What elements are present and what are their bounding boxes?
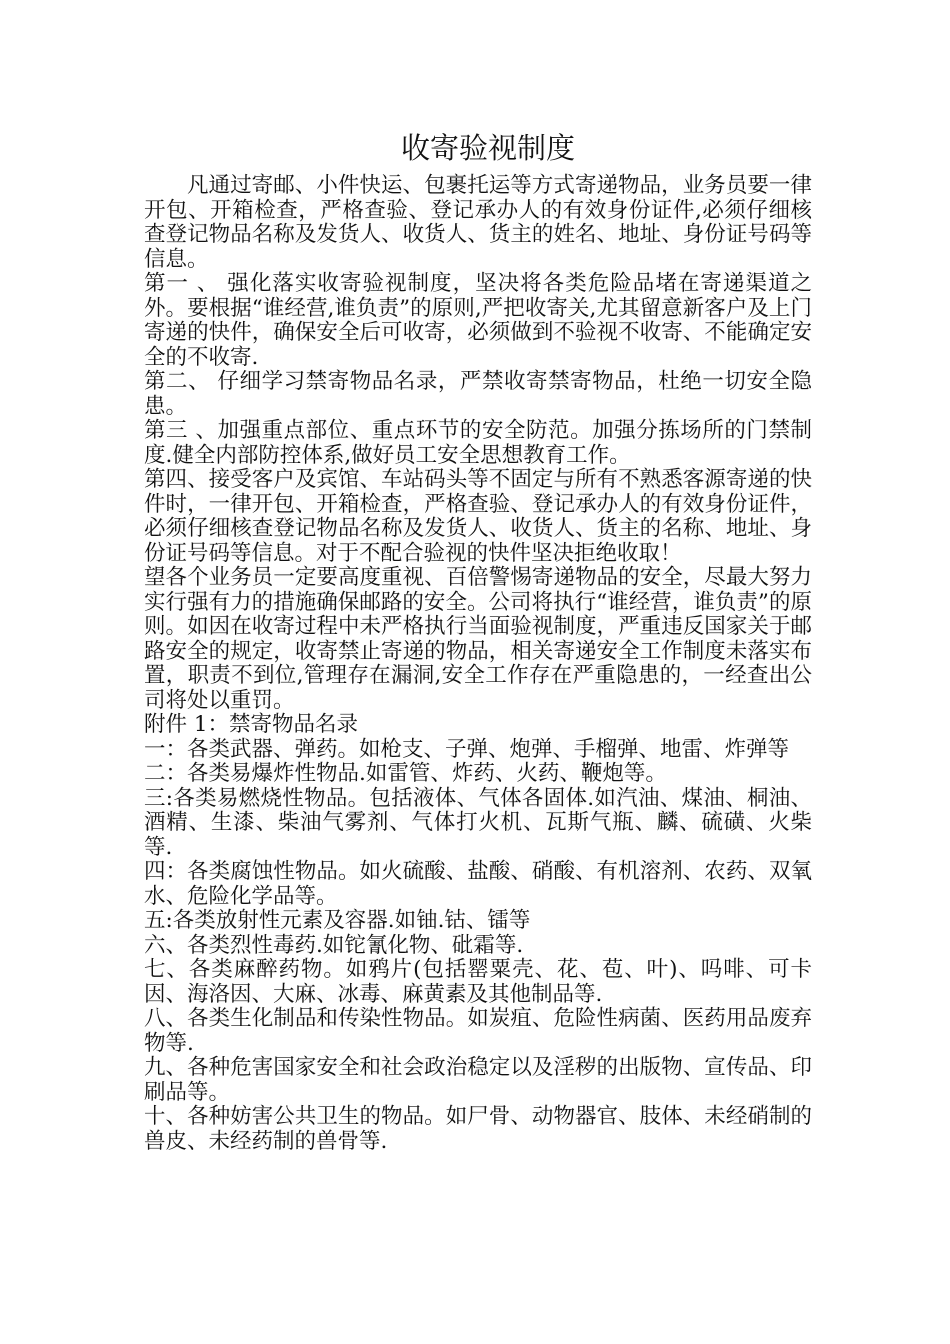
document-page — [144, 128, 812, 1154]
rule-3: 第三 、加强重点部位、重点环节的安全防范。加强分拣场所的门禁制度.健全内部防控体系,做好员工安全思想教育工作。 — [144, 418, 812, 468]
prohibited-item-4: 四：各类腐蚀性物品。如火硫酸、盐酸、硝酸、有机溶剂、农药、双氧水、危险化学品等。 — [144, 859, 812, 909]
prohibited-item-6: 六、各类烈性毒药.如铊氰化物、砒霜等. — [144, 932, 524, 958]
prohibited-item-2: 二：各类易爆炸性物品.如雷管、炸药、火药、鞭炮等。 — [144, 761, 667, 786]
document-title: 收寄验视制度 — [400, 131, 575, 165]
prohibited-item-10: 十、各种妨害公共卫生的物品。如尸骨、动物器官、肢体、未经硝制的兽皮、未经药制的兽骨等. — [144, 1104, 812, 1154]
rule-1: 第一 、 强化落实收寄验视制度，坚决将各类危险品堵在寄递渠道之外。要根据“谁经营,谁负责”的原则,严把收寄关,尤其留意新客户及上门寄递的快件，确保安全后可收寄，必须做到不验视不收寄、不能确定安全的不收寄. — [144, 271, 812, 370]
prohibited-item-8: 八、各类生化制品和传染性物品。如炭疽、危险性病菌、医药用品废弃物等. — [144, 1006, 812, 1056]
prohibited-item-5: 五:各类放射性元素及容器.如铀.钴、镭等 — [144, 908, 531, 933]
prohibited-item-3: 三:各类易燃烧性物品。包括液体、气体各固体.如汽油、煤油、桐油、酒精、生漆、柴油气雾剂、气体打火机、瓦斯气瓶、麟、硫磺、火柴等. — [144, 785, 812, 860]
prohibited-item-7: 七、各类麻醉药物。如鸦片(包括罂粟壳、花、苞、叶)、吗啡、可卡因、海洛因、大麻、冰毒、麻黄素及其他制品等. — [144, 957, 812, 1007]
prohibited-item-9: 九、各种危害国家安全和社会政治稳定以及淫秽的出版物、宣传品、印刷品等。 — [144, 1055, 812, 1105]
warning-paragraph: 望各个业务员一定要高度重视、百倍警惕寄递物品的安全，尽最大努力实行强有力的措施确保邮路的安全。公司将执行“谁经营，谁负责”的原则。如因在收寄过程中未严格执行当面验视制度，严重违反国家关于邮路安全的规定，收寄禁止寄递的物品，相关寄递安全工作制度未落实布置，职责不到位,管理存在漏洞,安全工作存在严重隐患的，一经查出公司将处以重罚。 — [144, 565, 812, 713]
intro-paragraph: 凡通过寄邮、小件快运、包裹托运等方式寄递物品，业务员要一律开包、开箱检查，严格查验、登记承办人的有效身份证件,必须仔细核查登记物品名称及发货人、收货人、货主的姓名、地址、身份证号码等信息。 — [144, 173, 812, 272]
attachment-title: 附件 1：禁寄物品名录 — [144, 712, 359, 737]
prohibited-item-1: 一：各类武器、弹药。如枪支、子弹、炮弹、手榴弹、地雷、炸弹等 — [144, 736, 790, 762]
rule-4: 第四、接受客户及宾馆、车站码头等不固定与所有不熟悉客源寄递的快件时，一律开包、开箱检查，严格查验、登记承办人的有效身份证件，必须仔细核查登记物品名称及发货人、收货人、货主的名称、地址、身份证号码等信息。对于不配合验视的快件坚决拒绝收取！ — [144, 467, 812, 566]
rule-2: 第二、 仔细学习禁寄物品名录，严禁收寄禁寄物品，杜绝一切安全隐患。 — [144, 369, 812, 419]
